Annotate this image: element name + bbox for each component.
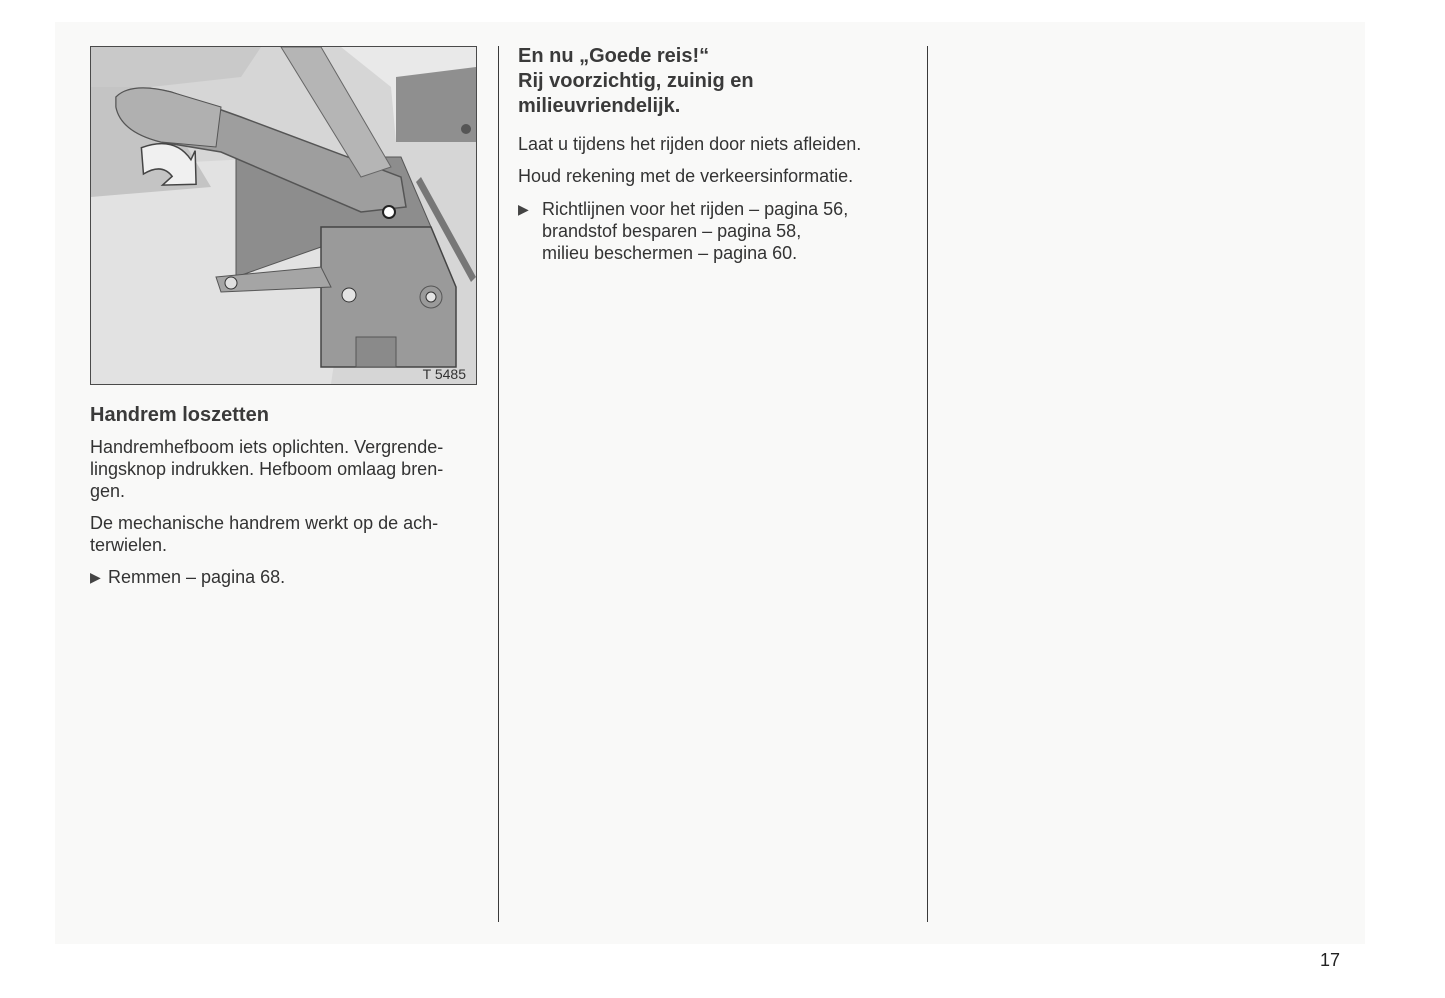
page-number: 17 bbox=[1320, 950, 1341, 970]
column-divider-2 bbox=[927, 46, 928, 922]
ref-arrow-icon: ▶ bbox=[90, 569, 101, 585]
driving-guidelines-reference: ▶ Richtlijnen voor het rijden – pagina 56, brandstof besparen – pagina 58, milieu beschermen – pagina 60. bbox=[518, 199, 849, 263]
left-column bbox=[90, 403, 485, 588]
handbrake-drawing bbox=[91, 47, 476, 384]
no-distraction-text: Laat u tijdens het rijden door niets afleiden. bbox=[518, 134, 862, 154]
traffic-info-text: Houd rekening met de verkeersinformatie. bbox=[518, 166, 854, 186]
handbrake-illustration bbox=[90, 46, 477, 385]
ref-text: Remmen – pagina 68. bbox=[108, 567, 286, 587]
ref-arrow-icon: ▶ bbox=[518, 201, 529, 217]
section-heading-handbrake: Handrem loszetten bbox=[90, 404, 269, 426]
brakes-reference bbox=[90, 566, 485, 588]
middle-column bbox=[518, 44, 913, 264]
release-instructions: Handremhefboom iets oplichten. Vergrende- lingsknop indrukken. Hefboom omlaag bren- gen. bbox=[90, 437, 444, 501]
column-divider-1 bbox=[498, 46, 499, 922]
figure-code: T 5485 bbox=[422, 366, 466, 382]
section-heading-goede-reis: En nu „Goede reis!“ Rij voorzichtig, zuinig en milieuvriendelijk. bbox=[518, 45, 754, 117]
mechanical-brake-note: De mechanische handrem werkt op de ach- terwielen. bbox=[90, 513, 439, 555]
